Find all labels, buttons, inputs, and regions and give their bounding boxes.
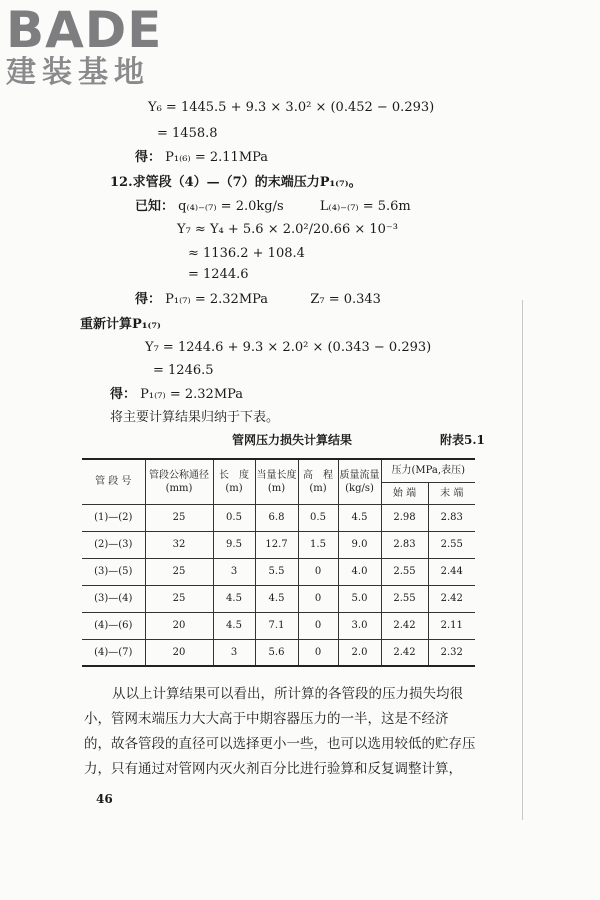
table-number: 附表5.1: [440, 433, 485, 447]
cell-length: 4.5: [213, 612, 255, 639]
cell-elevation: 0: [298, 612, 338, 639]
header-equiv-length: 当量长度 (m): [255, 459, 298, 504]
cell-length: 3: [213, 639, 255, 666]
known-q: q₍₄₎₋₍₇₎ = 2.0kg/s: [178, 199, 284, 214]
table-row: [82, 504, 475, 531]
paragraph-line: 小，管网末端压力大大高于中期容器压力的一半，这是不经济: [84, 711, 449, 727]
cell-diameter: 20: [145, 612, 213, 639]
result-p7-first-label: 得：: [135, 292, 162, 307]
formula-y7-line3: = 1244.6: [188, 267, 249, 282]
summary-sentence: 将主要计算结果归纳于下表。: [110, 410, 280, 425]
result-p7-final-label: 得：: [110, 387, 137, 402]
cell-segment: (3)—(5): [82, 558, 145, 585]
formula-y6-line2: = 1458.8: [157, 126, 218, 141]
cell-diameter: 32: [145, 531, 213, 558]
cell-flow: 5.0: [338, 585, 381, 612]
cell-elevation: 0: [298, 558, 338, 585]
table-row: [82, 558, 475, 585]
result-p6-label: 得：: [135, 150, 162, 165]
header-flow: 质量流量 (kg/s): [338, 459, 381, 504]
header-diameter: 管段公称通径 (mm): [145, 459, 213, 504]
recalc-heading: 重新计算P₁₍₇₎: [80, 317, 161, 332]
header-elevation: 高 程 (m): [298, 459, 338, 504]
header-segment: 管 段 号: [82, 459, 145, 504]
logo-brand: BADE: [6, 1, 163, 59]
cell-equiv-length: 12.7: [255, 531, 298, 558]
result-p6: [135, 150, 268, 166]
cell-diameter: 25: [145, 558, 213, 585]
header-start: 始 端: [381, 482, 428, 504]
result-p6-value: P₁₍₆₎ = 2.11MPa: [165, 150, 269, 165]
cell-diameter: 20: [145, 639, 213, 666]
table-title: 管网压力损失计算结果: [232, 433, 353, 447]
logo-subtitle: 建装基地: [6, 55, 150, 90]
scan-edge-line: [522, 300, 523, 820]
cell-start-pressure: 2.55: [381, 558, 428, 585]
cell-end-pressure: 2.83: [428, 504, 475, 531]
cell-end-pressure: 2.32: [428, 639, 475, 666]
cell-flow: 9.0: [338, 531, 381, 558]
bade-logo: [6, 1, 163, 90]
result-p7-final: [110, 387, 243, 403]
formula-y7b-line1: Y₇ = 1244.6 + 9.3 × 2.0² × (0.343 − 0.293): [145, 340, 432, 355]
cell-equiv-length: 7.1: [255, 612, 298, 639]
cell-start-pressure: 2.42: [381, 639, 428, 666]
cell-length: 4.5: [213, 585, 255, 612]
known-l: L₍₄₎₋₍₇₎ = 5.6m: [319, 199, 411, 214]
cell-start-pressure: 2.42: [381, 612, 428, 639]
formula-y7-line1: Y₇ ≈ Y₄ + 5.6 × 2.0²/20.66 × 10⁻³: [177, 222, 398, 237]
cell-segment: (4)—(6): [82, 612, 145, 639]
cell-length: 0.5: [213, 504, 255, 531]
conclusion-paragraph: [84, 682, 479, 782]
cell-segment: (4)—(7): [82, 639, 145, 666]
cell-diameter: 25: [145, 585, 213, 612]
cell-end-pressure: 2.11: [428, 612, 475, 639]
known-label: 已知：: [135, 199, 175, 214]
pressure-loss-table: [82, 458, 475, 667]
table-row: [82, 639, 475, 666]
table-row: [82, 612, 475, 639]
cell-start-pressure: 2.98: [381, 504, 428, 531]
paragraph-line: 从以上计算结果可以看出，所计算的各管段的压力损失均很: [112, 686, 463, 702]
result-p7-first-value: P₁₍₇₎ = 2.32MPa: [165, 292, 269, 307]
cell-length: 3: [213, 558, 255, 585]
cell-equiv-length: 5.6: [255, 639, 298, 666]
cell-equiv-length: 4.5: [255, 585, 298, 612]
cell-equiv-length: 6.8: [255, 504, 298, 531]
result-p7-first: [135, 292, 381, 308]
cell-end-pressure: 2.55: [428, 531, 475, 558]
step-12-heading: 12.求管段（4）—（7）的末端压力P₁₍₇₎。: [110, 175, 362, 190]
formula-y7b-line2: = 1246.5: [153, 363, 214, 378]
result-z7: Z₇ = 0.343: [310, 292, 381, 307]
cell-diameter: 25: [145, 504, 213, 531]
header-length: 长 度 (m): [213, 459, 255, 504]
cell-equiv-length: 5.5: [255, 558, 298, 585]
formula-y7-line2: ≈ 1136.2 + 108.4: [188, 246, 305, 261]
known-values: [135, 199, 411, 215]
cell-flow: 2.0: [338, 639, 381, 666]
cell-end-pressure: 2.42: [428, 585, 475, 612]
cell-flow: 4.5: [338, 504, 381, 531]
formula-y6-line1: Y₆ = 1445.5 + 9.3 × 3.0² × (0.452 − 0.293): [148, 100, 435, 115]
cell-segment: (3)—(4): [82, 585, 145, 612]
paragraph-line: 力，只有通过对管网内灭火剂百分比进行验算和反复调整计算，: [84, 761, 462, 777]
result-p7-final-value: P₁₍₇₎ = 2.32MPa: [140, 387, 244, 402]
table-row: [82, 531, 475, 558]
cell-start-pressure: 2.83: [381, 531, 428, 558]
cell-end-pressure: 2.44: [428, 558, 475, 585]
table-row: [82, 585, 475, 612]
cell-segment: (2)—(3): [82, 531, 145, 558]
cell-start-pressure: 2.55: [381, 585, 428, 612]
header-end: 末 端: [428, 482, 475, 504]
header-pressure: 压力(MPa,表压): [381, 459, 475, 482]
cell-elevation: 0: [298, 639, 338, 666]
cell-length: 9.5: [213, 531, 255, 558]
page-number: 46: [96, 792, 113, 806]
cell-elevation: 0: [298, 585, 338, 612]
cell-elevation: 0.5: [298, 504, 338, 531]
cell-segment: (1)—(2): [82, 504, 145, 531]
cell-flow: 4.0: [338, 558, 381, 585]
cell-elevation: 1.5: [298, 531, 338, 558]
paragraph-line: 的，故各管段的直径可以选择更小一些，也可以选用较低的贮存压: [84, 736, 476, 752]
cell-flow: 3.0: [338, 612, 381, 639]
